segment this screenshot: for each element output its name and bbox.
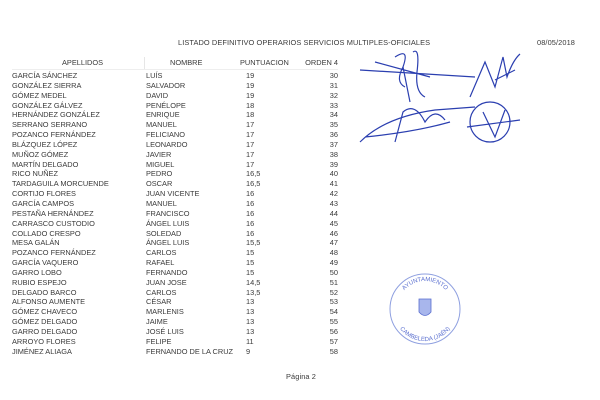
table-row bbox=[12, 178, 338, 188]
cell-apellidos: BLÁZQUEZ LÓPEZ bbox=[12, 139, 78, 149]
table-row bbox=[12, 316, 338, 326]
header-orden: ORDEN 4 bbox=[305, 58, 338, 67]
svg-text:CAMBELEDA (JAÉN) bbox=[398, 326, 451, 343]
cell-apellidos: TARDAGUILA MORCUENDE bbox=[12, 179, 109, 189]
candidates-table bbox=[12, 57, 338, 355]
cell-orden: 30 bbox=[329, 71, 338, 80]
cell-orden: 45 bbox=[329, 218, 338, 228]
cell-nombre: PEDRO bbox=[146, 169, 173, 179]
cell-orden: 37 bbox=[329, 139, 338, 149]
cell-apellidos: RUBIO ESPEJO bbox=[12, 277, 67, 287]
cell-puntuacion: 16,5 bbox=[246, 179, 261, 189]
table-row bbox=[12, 100, 338, 110]
cell-nombre: CARLOS bbox=[146, 248, 177, 258]
table-row bbox=[12, 287, 338, 297]
cell-nombre: DAVID bbox=[146, 90, 169, 100]
table-row bbox=[12, 80, 338, 90]
cell-nombre: FRANCISCO bbox=[146, 208, 190, 218]
cell-nombre: MANUEL bbox=[146, 120, 177, 130]
table-row bbox=[12, 159, 338, 169]
cell-apellidos: PESTAÑA HERNÁNDEZ bbox=[12, 208, 94, 218]
cell-nombre: JOSÉ LUIS bbox=[146, 326, 184, 336]
signatures bbox=[355, 42, 525, 152]
cell-nombre: ÁNGEL LUIS bbox=[146, 218, 190, 228]
cell-orden: 54 bbox=[329, 307, 338, 317]
cell-puntuacion: 13 bbox=[246, 326, 255, 336]
cell-puntuacion: 16 bbox=[246, 218, 255, 228]
cell-nombre: JUAN VICENTE bbox=[146, 189, 200, 199]
cell-nombre: RAFAEL bbox=[146, 258, 175, 268]
cell-puntuacion: 16 bbox=[246, 189, 255, 199]
cell-apellidos: CARRASCO CUSTODIO bbox=[12, 218, 95, 228]
header-nombre: NOMBRE bbox=[170, 58, 203, 67]
header-apellidos: APELLIDOS bbox=[62, 58, 104, 67]
cell-apellidos: GÓMEZ MEDEL bbox=[12, 90, 67, 100]
table-row bbox=[12, 129, 338, 139]
cell-orden: 41 bbox=[329, 179, 338, 189]
table-row bbox=[12, 188, 338, 198]
document-title: LISTADO DEFINITIVO OPERARIOS SERVICIOS MULTIPLES-OFICIALES bbox=[178, 38, 431, 47]
cell-apellidos: GARCÍA VAQUERO bbox=[12, 258, 79, 268]
cell-puntuacion: 17 bbox=[246, 130, 255, 140]
cell-orden: 43 bbox=[329, 198, 338, 208]
cell-nombre: JAIME bbox=[146, 317, 168, 327]
cell-orden: 31 bbox=[329, 80, 338, 90]
town-hall-stamp bbox=[388, 272, 462, 346]
cell-apellidos: GARCÍA SÁNCHEZ bbox=[12, 71, 78, 80]
table-row bbox=[12, 336, 338, 346]
cell-nombre: MIGUEL bbox=[146, 159, 175, 169]
cell-orden: 57 bbox=[329, 336, 338, 346]
cell-nombre: OSCAR bbox=[146, 179, 173, 189]
cell-puntuacion: 15 bbox=[246, 258, 255, 268]
cell-orden: 35 bbox=[329, 120, 338, 130]
document-date: 08/05/2018 bbox=[537, 38, 575, 47]
cell-nombre: LEONARDO bbox=[146, 139, 188, 149]
cell-apellidos: GARRO DELGADO bbox=[12, 326, 78, 336]
cell-puntuacion: 13 bbox=[246, 297, 255, 307]
cell-puntuacion: 16 bbox=[246, 228, 255, 238]
cell-puntuacion: 15 bbox=[246, 267, 255, 277]
cell-nombre: LUÍS bbox=[146, 71, 163, 80]
cell-orden: 36 bbox=[329, 130, 338, 140]
table-header bbox=[12, 57, 338, 70]
cell-nombre: JUAN JOSE bbox=[146, 277, 187, 287]
table-row bbox=[12, 119, 338, 129]
cell-puntuacion: 13 bbox=[246, 307, 255, 317]
table-row bbox=[12, 168, 338, 178]
cell-nombre: SALVADOR bbox=[146, 80, 186, 90]
table-row bbox=[12, 208, 338, 218]
cell-puntuacion: 16 bbox=[246, 208, 255, 218]
cell-orden: 58 bbox=[329, 346, 338, 356]
cell-apellidos: GONZÁLEZ GÁLVEZ bbox=[12, 100, 83, 110]
cell-orden: 33 bbox=[329, 100, 338, 110]
cell-puntuacion: 16,5 bbox=[246, 169, 261, 179]
cell-orden: 32 bbox=[329, 90, 338, 100]
cell-orden: 38 bbox=[329, 149, 338, 159]
cell-nombre: FELICIANO bbox=[146, 130, 186, 140]
cell-nombre: CÉSAR bbox=[146, 297, 172, 307]
cell-orden: 56 bbox=[329, 326, 338, 336]
table-row bbox=[12, 277, 338, 287]
cell-apellidos: GONZÁLEZ SIERRA bbox=[12, 80, 82, 90]
cell-orden: 44 bbox=[329, 208, 338, 218]
coat-of-arms-icon bbox=[419, 299, 431, 316]
cell-apellidos: GÓMEZ CHAVECO bbox=[12, 307, 78, 317]
cell-apellidos: POZANCO FERNÁNDEZ bbox=[12, 248, 96, 258]
cell-nombre: MARLENIS bbox=[146, 307, 184, 317]
cell-nombre: SOLEDAD bbox=[146, 228, 182, 238]
table-row bbox=[12, 257, 338, 267]
table-row bbox=[12, 326, 338, 336]
cell-apellidos: MESA GALÁN bbox=[12, 238, 60, 248]
cell-orden: 48 bbox=[329, 248, 338, 258]
table-row bbox=[12, 198, 338, 208]
table-row bbox=[12, 296, 338, 306]
cell-puntuacion: 11 bbox=[246, 336, 254, 346]
cell-orden: 46 bbox=[329, 228, 338, 238]
table-row bbox=[12, 247, 338, 257]
cell-puntuacion: 17 bbox=[246, 120, 255, 130]
cell-orden: 52 bbox=[329, 287, 338, 297]
cell-nombre: JAVIER bbox=[146, 149, 172, 159]
cell-puntuacion: 16 bbox=[246, 198, 255, 208]
cell-orden: 39 bbox=[329, 159, 338, 169]
table-row bbox=[12, 228, 338, 238]
cell-puntuacion: 17 bbox=[246, 159, 255, 169]
cell-puntuacion: 13 bbox=[246, 317, 255, 327]
table-row bbox=[12, 267, 338, 277]
cell-puntuacion: 17 bbox=[246, 149, 255, 159]
cell-nombre: CARLOS bbox=[146, 287, 177, 297]
svg-text:AYUNTAMIENTO bbox=[401, 277, 448, 292]
table-row bbox=[12, 346, 338, 356]
cell-apellidos: GÓMEZ DELGADO bbox=[12, 317, 78, 327]
header-puntuacion: PUNTUACION bbox=[240, 58, 289, 67]
cell-apellidos: GARRO LOBO bbox=[12, 267, 62, 277]
cell-nombre: FERNANDO DE LA CRUZ bbox=[146, 346, 234, 356]
cell-orden: 34 bbox=[329, 110, 338, 120]
cell-orden: 40 bbox=[329, 169, 338, 179]
cell-puntuacion: 18 bbox=[246, 110, 255, 120]
cell-apellidos: MARTÍN DELGADO bbox=[12, 159, 79, 169]
cell-nombre: FERNANDO bbox=[146, 267, 188, 277]
cell-apellidos: JIMÉNEZ ALIAGA bbox=[12, 346, 72, 356]
table-row bbox=[12, 70, 338, 80]
page-number: Página 2 bbox=[286, 372, 316, 381]
table-row bbox=[12, 149, 338, 159]
cell-apellidos: DELGADO BARCO bbox=[12, 287, 77, 297]
cell-puntuacion: 9 bbox=[246, 346, 251, 356]
cell-nombre: MANUEL bbox=[146, 198, 177, 208]
cell-orden: 51 bbox=[329, 277, 338, 287]
stamp-bottom-text: CAMBELEDA (JAÉN) bbox=[398, 326, 452, 344]
cell-apellidos: MUÑOZ GÓMEZ bbox=[12, 149, 69, 159]
cell-apellidos: RICO NUÑEZ bbox=[12, 169, 58, 179]
cell-nombre: FELIPE bbox=[146, 336, 172, 346]
cell-puntuacion: 13,5 bbox=[246, 287, 261, 297]
stamp-top-text: AYUNTAMIENTO bbox=[401, 276, 449, 292]
cell-nombre: PENÉLOPE bbox=[146, 100, 186, 110]
cell-puntuacion: 15,5 bbox=[246, 238, 261, 248]
cell-nombre: ENRIQUE bbox=[146, 110, 180, 120]
cell-orden: 49 bbox=[329, 258, 338, 268]
cell-puntuacion: 15 bbox=[246, 248, 255, 258]
cell-puntuacion: 19 bbox=[246, 90, 255, 100]
cell-orden: 42 bbox=[329, 189, 338, 199]
cell-apellidos: CORTIJO FLORES bbox=[12, 189, 76, 199]
cell-orden: 53 bbox=[329, 297, 338, 307]
cell-apellidos: ALFONSO AUMENTE bbox=[12, 297, 86, 307]
cell-puntuacion: 19 bbox=[246, 80, 255, 90]
cell-puntuacion: 18 bbox=[246, 100, 255, 110]
cell-orden: 50 bbox=[329, 267, 338, 277]
cell-puntuacion: 17 bbox=[246, 139, 255, 149]
cell-puntuacion: 19 bbox=[246, 71, 255, 80]
cell-apellidos: SERRANO SERRANO bbox=[12, 120, 88, 130]
cell-apellidos: GARCÍA CAMPOS bbox=[12, 198, 75, 208]
cell-puntuacion: 14,5 bbox=[246, 277, 261, 287]
cell-apellidos: COLLADO CRESPO bbox=[12, 228, 81, 238]
cell-apellidos: HERNÁNDEZ GONZÁLEZ bbox=[12, 110, 100, 120]
cell-apellidos: POZANCO FERNÁNDEZ bbox=[12, 130, 96, 140]
table-row bbox=[12, 218, 338, 228]
table-row bbox=[12, 109, 338, 119]
cell-nombre: ÁNGEL LUIS bbox=[146, 238, 190, 248]
table-row bbox=[12, 237, 338, 247]
cell-apellidos: ARROYO FLORES bbox=[12, 336, 76, 346]
table-row bbox=[12, 139, 338, 149]
cell-orden: 47 bbox=[329, 238, 338, 248]
cell-orden: 55 bbox=[329, 317, 338, 327]
table-row bbox=[12, 90, 338, 100]
table-row bbox=[12, 306, 338, 316]
